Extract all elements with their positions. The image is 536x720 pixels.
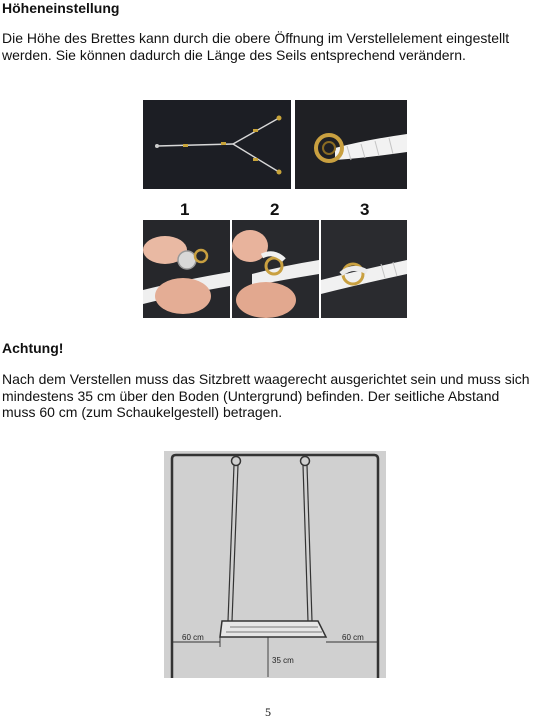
ground-distance-label: 35 cm xyxy=(272,656,294,665)
section-heading-height-adjustment: Höheneinstellung xyxy=(2,0,120,16)
page-number: 5 xyxy=(265,705,271,719)
swing-diagram xyxy=(164,451,386,678)
attention-paragraph: Nach dem Verstellen muss das Sitzbrett waagerecht ausgerichtet sein und muss sich mindestens 35 cm über den Boden (Untergrund) befinden. Der seitliche Abstand muss 60 cm (zum Schaukelgestell) betragen. xyxy=(2,371,530,420)
rope-overview-photo xyxy=(143,100,291,189)
height-adjustment-paragraph: Die Höhe des Brettes kann durch die obere Öffnung im Verstellelement eingestellt werden. Sie können dadurch die Länge des Seils entsprechend verändern. xyxy=(2,30,510,63)
hook-detail-photo xyxy=(295,100,407,189)
step-number-1: 1 xyxy=(180,200,190,219)
step-3-photo xyxy=(321,220,407,318)
left-distance-label: 60 cm xyxy=(182,633,204,642)
step-number-2: 2 xyxy=(270,200,280,219)
right-distance-label: 60 cm xyxy=(342,633,364,642)
step-number-3: 3 xyxy=(360,200,370,219)
section-heading-attention: Achtung! xyxy=(2,340,64,356)
step-1-photo xyxy=(143,220,230,318)
step-2-photo xyxy=(232,220,319,318)
